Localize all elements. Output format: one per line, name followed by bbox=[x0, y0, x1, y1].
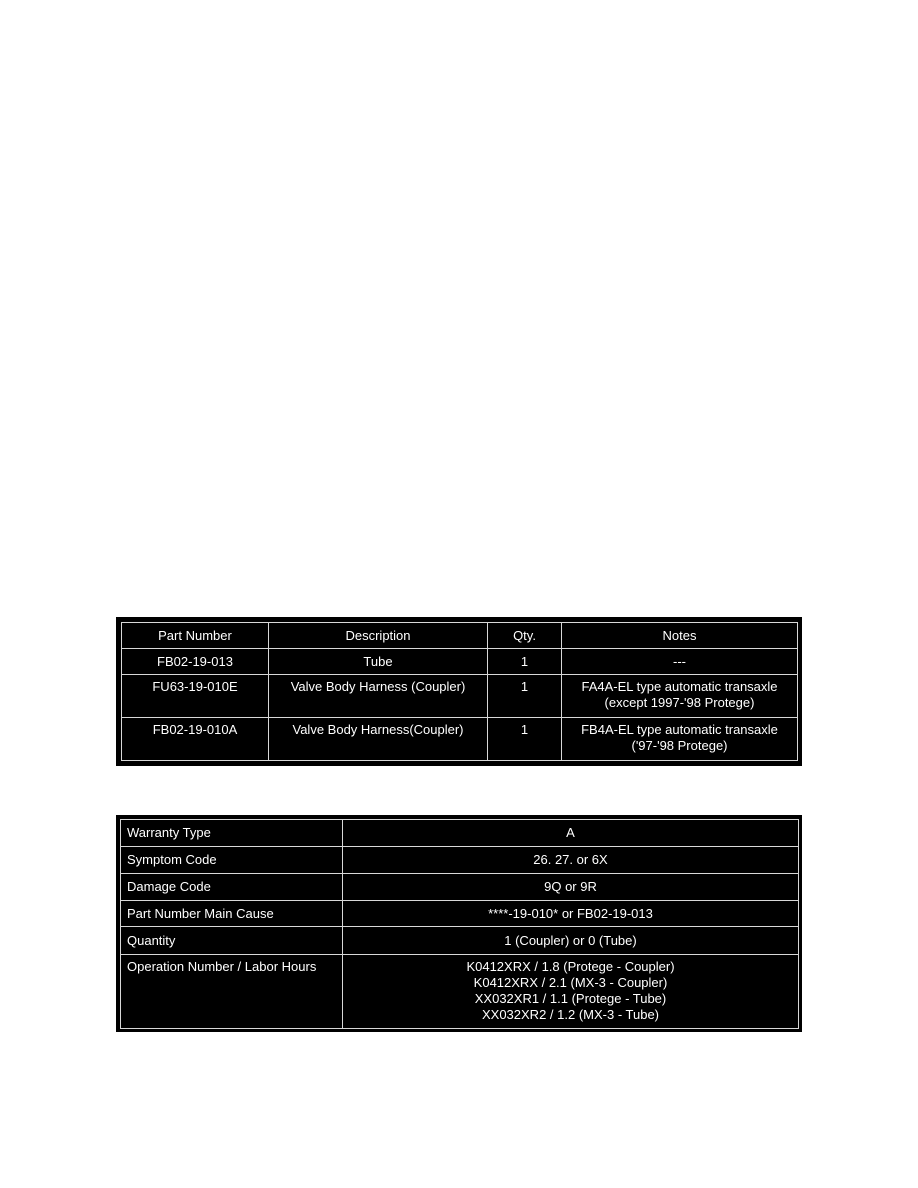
header-part-number: Part Number bbox=[122, 623, 269, 649]
description-cell: Valve Body Harness(Coupler) bbox=[269, 718, 488, 761]
operation-line: XX032XR2 / 1.2 (MX-3 - Tube) bbox=[481, 1007, 660, 1022]
warranty-type-label: Warranty Type bbox=[121, 820, 343, 847]
warranty-table-frame bbox=[116, 815, 802, 1032]
notes-line: FB4A-EL type automatic transaxle bbox=[581, 722, 778, 737]
warranty-table bbox=[120, 819, 799, 1029]
quantity-value: 1 (Coupler) or 0 (Tube) bbox=[343, 927, 799, 955]
table-row bbox=[121, 874, 799, 901]
operation-line: XX032XR1 / 1.1 (Protege - Tube) bbox=[474, 991, 667, 1006]
header-qty: Qty. bbox=[488, 623, 562, 649]
parts-table bbox=[121, 622, 798, 761]
part-number-main-cause-label: Part Number Main Cause bbox=[121, 901, 343, 927]
table-row bbox=[121, 847, 799, 874]
notes-line: FA4A-EL type automatic transaxle bbox=[581, 679, 778, 694]
header-notes: Notes bbox=[562, 623, 798, 649]
quantity-label: Quantity bbox=[121, 927, 343, 955]
operation-number-label: Operation Number / Labor Hours bbox=[121, 955, 343, 1029]
table-row bbox=[122, 649, 798, 675]
operation-number-value bbox=[343, 955, 799, 1029]
table-row bbox=[121, 955, 799, 1029]
symptom-code-value: 26. 27. or 6X bbox=[343, 847, 799, 874]
table-row bbox=[122, 675, 798, 718]
table-row bbox=[121, 820, 799, 847]
table-row bbox=[121, 901, 799, 927]
notes-line: --- bbox=[673, 653, 686, 669]
notes-cell bbox=[562, 675, 798, 718]
symptom-code-label: Symptom Code bbox=[121, 847, 343, 874]
description-cell: Tube bbox=[269, 649, 488, 675]
qty-cell: 1 bbox=[488, 675, 562, 718]
part-number-cell: FB02-19-013 bbox=[122, 649, 269, 675]
warranty-type-value: A bbox=[343, 820, 799, 847]
part-number-main-cause-value: ****-19-010* or FB02-19-013 bbox=[343, 901, 799, 927]
damage-code-value: 9Q or 9R bbox=[343, 874, 799, 901]
part-number-cell: FU63-19-010E bbox=[122, 675, 269, 718]
operation-line: K0412XRX / 1.8 (Protege - Coupler) bbox=[466, 959, 675, 974]
notes-cell bbox=[562, 718, 798, 761]
header-description: Description bbox=[269, 623, 488, 649]
table-row bbox=[122, 718, 798, 761]
notes-cell bbox=[562, 649, 798, 675]
table-row bbox=[121, 927, 799, 955]
notes-line: (except 1997-'98 Protege) bbox=[604, 695, 755, 710]
parts-table-frame bbox=[116, 617, 802, 766]
parts-header-row bbox=[122, 623, 798, 649]
qty-cell: 1 bbox=[488, 718, 562, 761]
description-cell: Valve Body Harness (Coupler) bbox=[269, 675, 488, 718]
operation-line: K0412XRX / 2.1 (MX-3 - Coupler) bbox=[473, 975, 668, 990]
damage-code-label: Damage Code bbox=[121, 874, 343, 901]
notes-line: ('97-'98 Protege) bbox=[631, 738, 728, 753]
part-number-cell: FB02-19-010A bbox=[122, 718, 269, 761]
qty-cell: 1 bbox=[488, 649, 562, 675]
